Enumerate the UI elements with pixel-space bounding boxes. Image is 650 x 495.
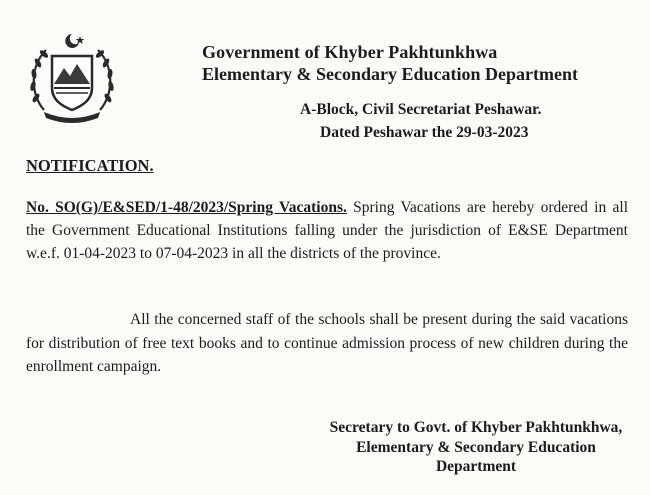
government-heading: Government of Khyber Pakhtunkhwa <box>202 42 498 62</box>
issue-date: Dated Peshawar the 29-03-2023 <box>320 124 529 141</box>
notification-paragraph-2: All the concerned staff of the schools shall be present during the said vacations for distribution of free text books and to continue admission process of new children during the enrollment campaign. <box>26 311 628 375</box>
signature-line-3: Department <box>435 458 517 475</box>
signature-block <box>326 418 626 477</box>
notification-title: NOTIFICATION. <box>26 156 154 175</box>
signature-line-2: Elementary & Secondary Education <box>356 438 596 456</box>
notification-paragraph-1 <box>26 196 628 265</box>
office-address: A-Block, Civil Secretariat Peshawar. <box>300 101 542 118</box>
signature-line-1: Secretary to Govt. of Khyber Pakhtunkhwa, <box>329 419 623 436</box>
department-heading: Elementary & Secondary Education Department <box>202 64 578 84</box>
notification-paragraph-1-body: Spring Vacations are hereby ordered in all the Government Educational Institutions falling under the jurisdiction of E&SE Department w.e.f. 01-04-2023 to 07-04-2023 in all the districts of the province. <box>26 199 628 262</box>
government-emblem-icon <box>22 28 122 128</box>
notification-reference-number: No. SO(G)/E&SED/1-48/2023/Spring Vacations. <box>26 199 347 216</box>
